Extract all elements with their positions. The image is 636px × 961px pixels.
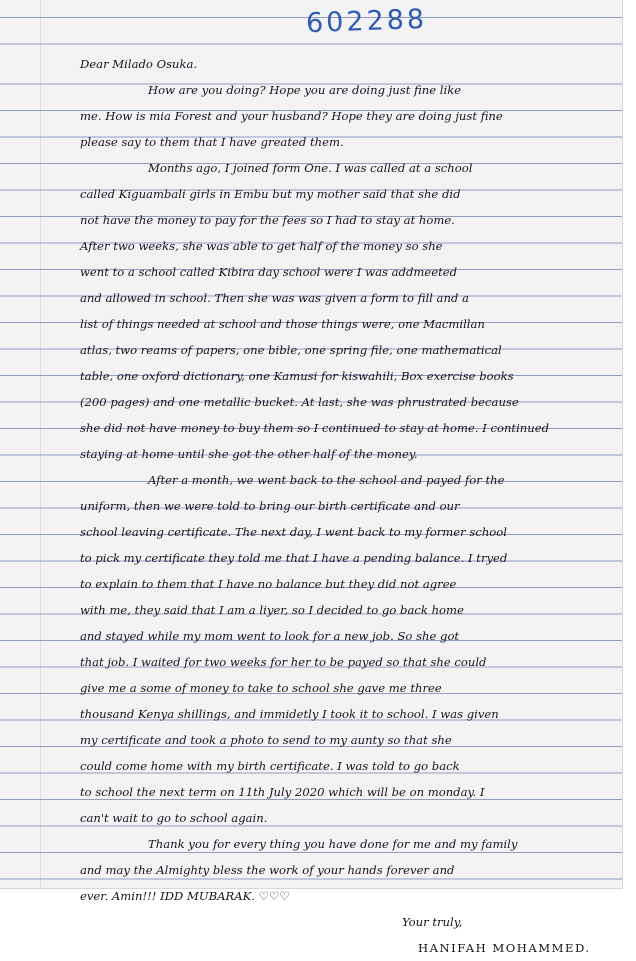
closing: Your truly, — [402, 915, 463, 929]
letter-line: (200 pages) and one metallic bucket. At last, she was phrustrated because — [80, 395, 519, 409]
letter-line: give me a some of money to take to school she gave me three — [80, 681, 442, 695]
letter-line: could come home with my birth certificate. I was told to go back — [80, 759, 460, 773]
letter-line: table, one oxford dictionary, one Kamusi for kiswahili, Box exercise books — [80, 369, 514, 383]
letter-line: Thank you for every thing you have done for me and my family — [148, 837, 518, 851]
letter-line: to school the next term on 11th July 2020 which will be on monday. I — [80, 785, 485, 799]
signature: HANIFAH MOHAMMED. — [418, 941, 591, 955]
letter-line: school leaving certificate. The next day, I went back to my former school — [80, 525, 507, 539]
letter-line: ever. Amin!!! IDD MUBARAK. ♡♡♡ — [80, 889, 290, 903]
letter-line: went to a school called Kibira day school were I was addmeeted — [80, 265, 458, 279]
letter-line: called Kiguambali girls in Embu but my mother said that she did — [80, 187, 461, 201]
reference-number: 602288 — [305, 3, 428, 40]
margin-line — [40, 0, 41, 888]
letter-line: can't wait to go to school again. — [80, 811, 268, 825]
salutation: Dear Milado Osuka. — [80, 57, 198, 71]
letter-line: After a month, we went back to the school and payed for the — [148, 473, 505, 487]
letter-line: me. How is mia Forest and your husband? Hope they are doing just fine — [80, 109, 503, 123]
letter-line: she did not have money to buy them so I continued to stay at home. I continued — [80, 421, 550, 435]
letter-body — [80, 51, 610, 961]
letter-line: and may the Almighty bless the work of your hands forever and — [80, 863, 455, 877]
letter-line: with me, they said that I am a liyer, so I decided to go back home — [80, 603, 464, 617]
letter-line: and stayed while my mom went to look for a new job. So she got — [80, 629, 460, 643]
letter-line: that job. I waited for two weeks for her to be payed so that she could — [80, 655, 487, 669]
letter-line: After two weeks, she was able to get half of the money so she — [80, 239, 443, 253]
letter-line: please say to them that I have greated them. — [80, 135, 344, 149]
letter-line: How are you doing? Hope you are doing just fine like — [148, 83, 462, 97]
letter-line: to explain to them that I have no balance but they did not agree — [80, 577, 457, 591]
letter-line: atlas, two reams of papers, one bible, one spring file, one mathematical — [80, 343, 502, 357]
letter-line: Months ago, I joined form One. I was called at a school — [148, 161, 473, 175]
letter-line: and allowed in school. Then she was was given a form to fill and a — [80, 291, 469, 305]
letter-line: to pick my certificate they told me that I have a pending balance. I tryed — [80, 551, 508, 565]
letter-line: list of things needed at school and those things were, one Macmillan — [80, 317, 485, 331]
letter-line: staying at home until she got the other half of the money. — [80, 447, 418, 461]
letter-line: uniform, then we were told to bring our birth certificate and our — [80, 499, 460, 513]
letter-line: thousand Kenya shillings, and immidetly I took it to school. I was given — [80, 707, 499, 721]
letter-line: not have the money to pay for the fees so I had to stay at home. — [80, 213, 455, 227]
letter-line: my certificate and took a photo to send to my aunty so that she — [80, 733, 452, 747]
